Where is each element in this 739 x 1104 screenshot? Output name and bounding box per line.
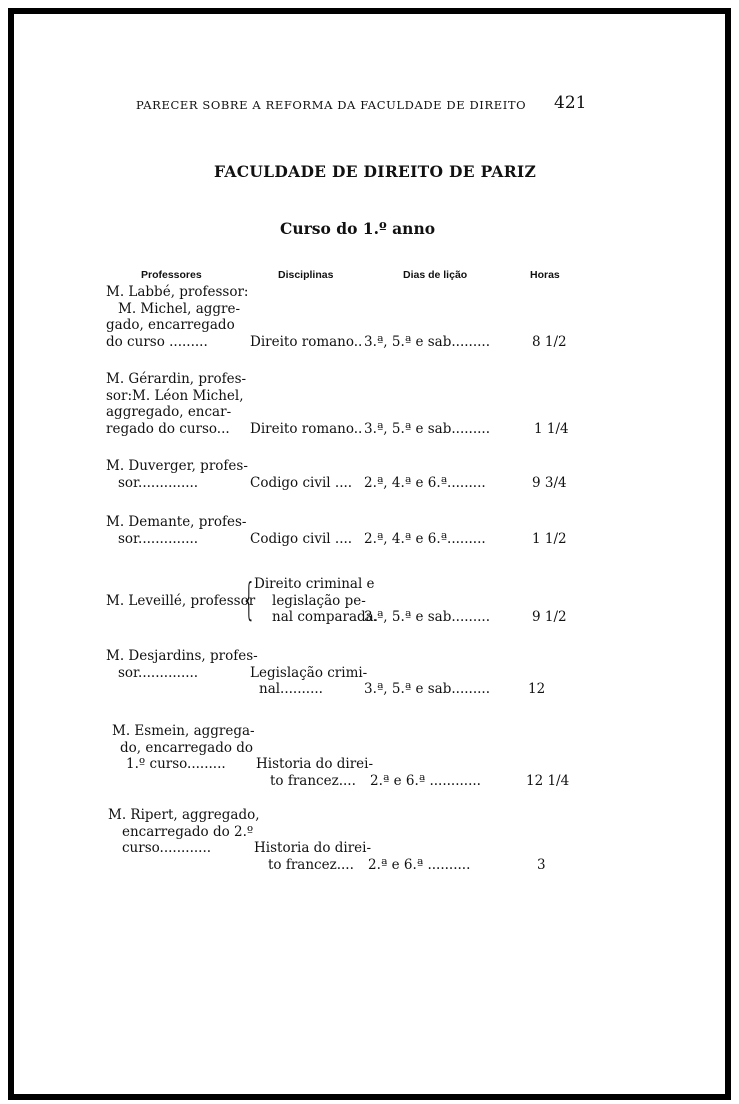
professor-line: M. Demante, profes- [106, 514, 247, 530]
professor-line: M. Leveillé, professor [106, 593, 256, 609]
dias-cell: 2.ª e 6.ª ............ [370, 772, 481, 789]
disciplina-cell: Codigo civil .... [250, 474, 353, 491]
disciplina-cell: Direito romano.. [250, 420, 363, 437]
column-header-professores: Professores [141, 269, 202, 281]
page-number: 421 [554, 93, 587, 113]
document-page [14, 14, 725, 1094]
horas-cell: 8 1/2 [532, 333, 567, 350]
disciplina-line: Direito criminal e [254, 576, 375, 592]
professor-line: encarregado do 2.º [122, 823, 254, 840]
professor-cell [108, 807, 260, 857]
professor-cell [106, 284, 251, 350]
disciplina-line: legislação pe- [272, 592, 366, 609]
section-subtitle: Curso do 1.º anno [280, 219, 436, 238]
column-header-disciplinas: Disciplinas [278, 269, 334, 281]
professor-line: sor.............. [118, 474, 199, 491]
professor-line: gado, encarregado [106, 317, 235, 333]
horas-cell: 1 1/2 [532, 530, 567, 547]
dias-cell: 3.ª, 5.ª e sab......... [364, 681, 490, 697]
disciplina-line: nal comparada. [272, 609, 379, 625]
professor-line: M. Duverger, profes- [106, 458, 248, 474]
professor-cell [106, 371, 251, 437]
professor-line: sor.............. [118, 664, 199, 681]
professor-line: curso............ [122, 840, 212, 856]
horas-cell: 9 3/4 [532, 474, 567, 491]
professor-line: regado do curso... [106, 420, 230, 437]
professor-cell [106, 458, 251, 491]
professor-cell [106, 514, 251, 547]
horas-cell: 3 [537, 856, 546, 873]
professor-line: M. Esmein, aggrega- [112, 723, 255, 739]
disciplina-cell [254, 576, 378, 626]
column-header-dias: Dias de lição [403, 269, 468, 281]
disciplina-line: Legislação crimi- [250, 664, 368, 681]
professor-cell [112, 723, 257, 773]
disciplina-line: Historia do direi- [254, 840, 372, 856]
professor-cell [106, 593, 256, 610]
professor-line: sor:M. Léon Michel, [106, 387, 244, 404]
professor-line: do, encarregado do [120, 739, 254, 756]
dias-cell: 3.ª, 5.ª e sab......... [364, 333, 490, 350]
disciplina-line: to francez.... [268, 856, 354, 873]
page-title: FACULDADE DE DIREITO DE PARIZ [214, 162, 537, 181]
professor-line: M. Labbé, professor: [106, 284, 249, 300]
professor-cell [106, 648, 258, 681]
disciplina-cell [254, 840, 371, 873]
disciplina-cell [250, 665, 367, 698]
dias-cell: 3.ª, 5.ª e sab......... [364, 609, 490, 625]
horas-cell: 12 1/4 [526, 772, 570, 789]
professor-line: M. Desjardins, profes- [106, 648, 258, 664]
disciplina-cell: Direito romano.. [250, 333, 363, 350]
column-header-horas: Horas [530, 269, 560, 281]
horas-cell: 9 1/2 [532, 609, 567, 625]
horas-cell: 12 [528, 681, 546, 697]
dias-cell: 2.ª, 4.ª e 6.ª......... [364, 474, 486, 491]
dias-cell: 3.ª, 5.ª e sab......... [364, 420, 490, 437]
professor-line: M. Ripert, aggregado, [108, 807, 260, 823]
professor-line: M. Gérardin, profes- [106, 371, 247, 387]
dias-cell: 2.ª, 4.ª e 6.ª......... [364, 530, 486, 547]
professor-line: M. Michel, aggre- [118, 300, 241, 317]
disciplina-line: Historia do direi- [256, 756, 374, 772]
disciplina-cell: Codigo civil .... [250, 530, 353, 547]
professor-line: sor.............. [118, 530, 199, 547]
disciplina-line: nal.......... [259, 681, 323, 697]
professor-line: do curso ......... [106, 333, 208, 350]
horas-cell: 1 1/4 [534, 420, 569, 437]
dias-cell: 2.ª e 6.ª .......... [368, 856, 471, 873]
professor-line: aggregado, encar- [106, 404, 232, 420]
professor-line: 1.º curso......... [126, 756, 226, 772]
page-frame [8, 8, 731, 1100]
disciplina-line: to francez.... [270, 772, 356, 789]
disciplina-cell [256, 756, 373, 789]
running-header: PARECER SOBRE A REFORMA DA FACULDADE DE DIREITO [136, 98, 527, 112]
brace-left: { [242, 574, 256, 625]
